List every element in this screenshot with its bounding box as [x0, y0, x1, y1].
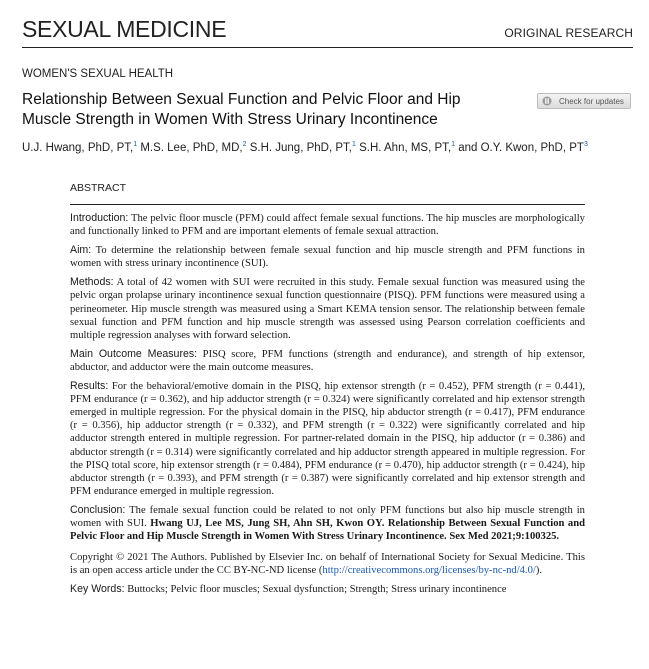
affiliation-link[interactable]: 1 [133, 141, 138, 148]
abstract-results [70, 380, 585, 498]
abstract-divider [70, 204, 585, 205]
affiliation-link[interactable]: 1 [351, 141, 356, 148]
introduction-text: The pelvic floor muscle (PFM) could affect female sexual functions. The hip muscles are morphologically and functionally linked to PFM and are important elements of female sexual attraction. [70, 213, 585, 238]
article-title [22, 90, 502, 130]
copyright-tail: ). [535, 565, 543, 577]
abstract-keywords [70, 583, 585, 596]
abstract-conclusion [70, 504, 585, 543]
results-text: For the behavioral/emotive domain in the PISQ, hip extensor strength (r = 0.452), PFM strength (r = 0.441), PFM endurance (r = 0.362), and hip adductor strength (r = 0.324) were significantly correlated and hip extensor strength emerged in multiple regression. For the physical domain in the PISQ, hip abductor strength (r = 0.417), PFM endurance (r = 0.356), hip adductor strength (r = 0.332), and PFM strength (r = 0.322) were significantly correlated and hip adductor strength entered in multiple regression. For partner-related domain in the PISQ, hip adductor (r = 0.386) and abductor strength (r = 0.314) were significantly correlated and hip adductor strength appeared in multiple regression. For the PISQ total score, hip extensor strength (r = 0.484), PFM endurance (r = 0.470), hip adductor strength (r = 0.424), hip abductor strength (r = 0.393), and PFM strength (r = 0.387) were significantly correlated and hip extensor strength and PFM endurance emerged in multiple regression. [70, 381, 585, 497]
author: S.H. Jung, PhD, PT, [249, 142, 352, 154]
outcome-label: Main Outcome Measures: [70, 347, 198, 360]
title-line-2: Muscle Strength in Women With Stress Urinary Incontinence [22, 111, 438, 128]
section-label: WOMEN'S SEXUAL HEALTH [22, 68, 174, 80]
author: S.H. Ahn, MS, PT, [359, 142, 452, 154]
copyright-text: Copyright © 2021 The Authors. Published by Elsevier Inc. on behalf of International Society for Sexual Medicine. This is an open access article under the CC BY-NC-ND license ( [70, 552, 585, 577]
aim-label: Aim: [70, 244, 92, 257]
article-type: ORIGINAL RESEARCH [504, 26, 633, 40]
abstract-introduction [70, 212, 585, 238]
affiliation-link[interactable]: 2 [242, 141, 247, 148]
header-divider [22, 47, 633, 48]
methods-label: Methods: [70, 276, 114, 289]
methods-text: A total of 42 women with SUI were recruited in this study. Female sexual function was measured using the pelvic organ prolapse urinary incontinence sexual function questionnaire (PISQ). PFM functions were measured using a perineometer. Hip muscle strength was measured using a Smart KEMA tension sensor. The relationship between female sexual function and PFM function and hip muscle strength was assessed using Pearson correlation coefficients and multiple regression analyses with forward selection. [70, 277, 585, 341]
title-line-1: Relationship Between Sexual Function and Pelvic Floor and Hip [22, 91, 461, 108]
introduction-label: Introduction: [70, 212, 129, 224]
affiliation-link[interactable]: 1 [451, 141, 456, 148]
author: M.S. Lee, PhD, MD, [140, 142, 243, 154]
journal-title: SEXUAL MEDICINE [22, 16, 227, 42]
abstract-methods [70, 276, 585, 341]
abstract-aim [70, 244, 585, 270]
affiliation-link[interactable]: 3 [583, 141, 588, 148]
check-updates-label: Check for updates [559, 96, 624, 106]
citation-text: Hwang UJ, Lee MS, Jung SH, Ahn SH, Kwon OY. Relationship Between Sexual Function and Pelvic Floor and Hip Muscle Strength in Women With Stress Urinary Incontinence. Sex Med 2021;9:100325. [70, 517, 585, 543]
author: and O.Y. Kwon, PhD, PT [458, 142, 584, 154]
aim-text: To determine the relationship between female sexual function and hip muscle strength and PFM functions in women with stress urinary incontinence (SUI). [70, 245, 585, 270]
author: U.J. Hwang, PhD, PT, [22, 142, 134, 154]
abstract-body [70, 212, 585, 602]
author-list [22, 141, 588, 154]
outcome-text: PISQ score, PFM functions (strength and endurance), and strength of hip extensor, abductor, and adductor were the main outcome measures. [70, 348, 585, 373]
check-updates-icon [542, 96, 552, 106]
abstract-heading: ABSTRACT [70, 182, 127, 194]
keywords-label: Key Words: [70, 583, 125, 596]
keywords-text: Buttocks; Pelvic floor muscles; Sexual dysfunction; Strength; Stress urinary incontinence [127, 584, 507, 596]
abstract-outcome [70, 348, 585, 374]
results-label: Results: [70, 380, 109, 393]
license-link[interactable]: http://creativecommons.org/licenses/by-nc-nd/4.0/ [322, 565, 536, 577]
conclusion-label: Conclusion: [70, 503, 126, 516]
conclusion-text: The female sexual function could be related to not only PFM functions but also hip muscle strength in women with SUI. [70, 504, 585, 529]
copyright-notice [70, 551, 585, 577]
check-for-updates-button[interactable] [537, 93, 631, 109]
